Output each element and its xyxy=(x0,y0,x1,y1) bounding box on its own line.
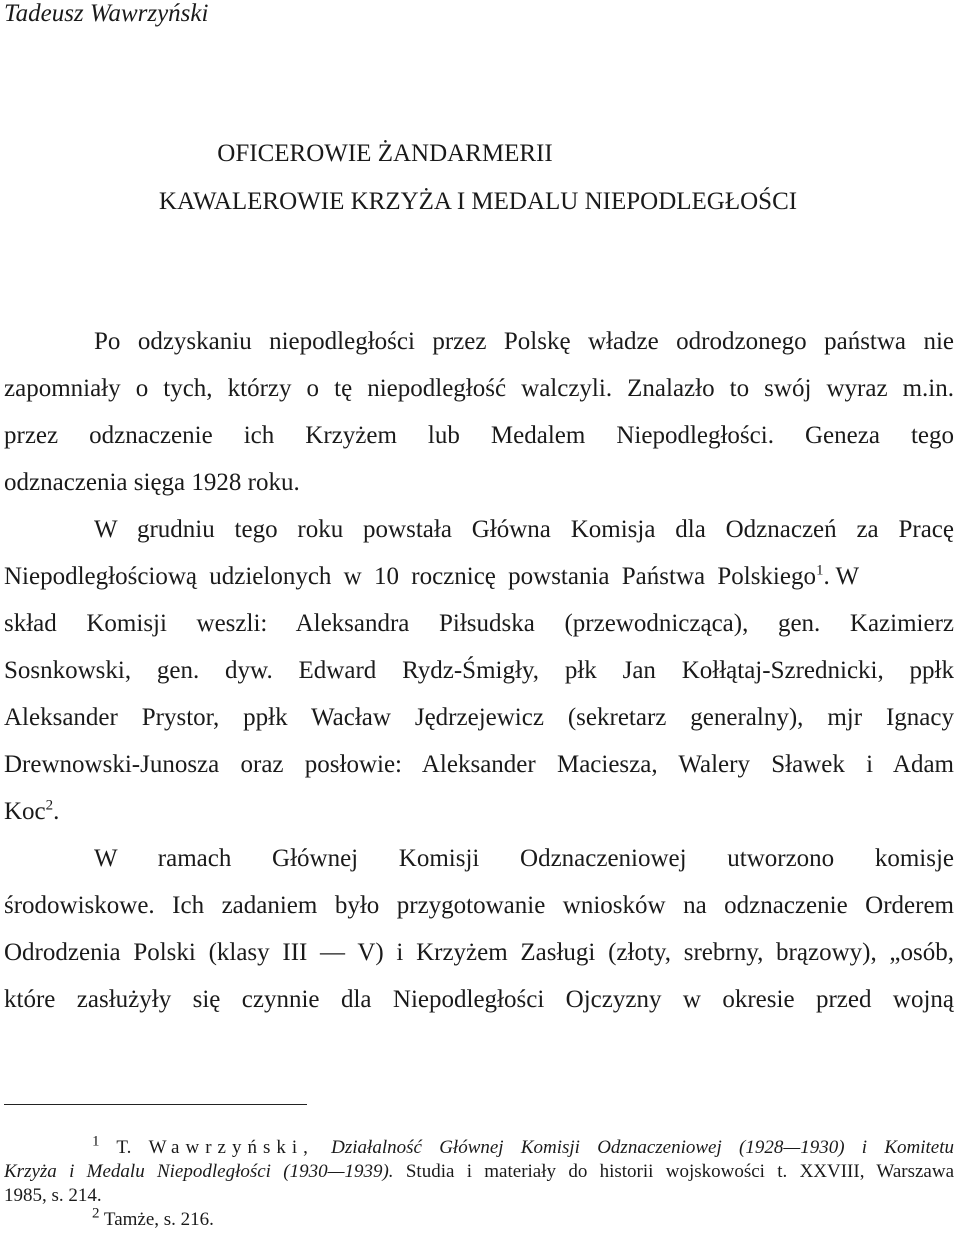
body-line: Sosnkowski, gen. dyw. Edward Rydz-Śmigły, płk Jan Kołłątaj-Szrednicki, ppłk xyxy=(4,657,954,684)
body-line: odznaczenia sięga 1928 roku. xyxy=(4,469,300,496)
footnote-1-title-a: Działalność Głównej Komisji Odznaczeniowej (1928—1930) i Komitetu xyxy=(331,1137,954,1158)
footnote-1-line-3: 1985, s. 214. xyxy=(4,1185,102,1206)
body-line xyxy=(4,562,954,592)
title-line-2: KAWALEROWIE KRZYŻA I MEDALU NIEPODLEGŁOŚCI xyxy=(158,188,798,215)
body-text-span: . W xyxy=(823,563,860,590)
footnote-2-number: 2 xyxy=(92,1205,100,1222)
body-line: przez odznaczenie ich Krzyżem lub Medalem Niepodległości. Geneza tego xyxy=(4,422,954,449)
footnote-1-author: Wawrzyński, xyxy=(148,1137,314,1158)
body-line: Aleksander Prystor, ppłk Wacław Jędrzejewicz (sekretarz generalny), mjr Ignacy xyxy=(4,704,954,731)
body-line: środowiskowe. Ich zadaniem było przygotowanie wniosków na odznaczenie Orderem xyxy=(4,892,954,919)
footnote-1-rest-a: Studia i materiały do historii wojskowości t. XXVIII, Warszawa xyxy=(405,1161,954,1182)
body-text-span: Koc xyxy=(4,798,46,825)
body-line: W grudniu tego roku powstała Główna Komisja dla Odznaczeń za Pracę xyxy=(94,516,954,543)
author-name: Tadeusz Wawrzyński xyxy=(4,0,209,27)
body-line: które zasłużyły się czynnie dla Niepodległości Ojczyzny w okresie przed wojną xyxy=(4,986,954,1013)
footnote-1-line-1 xyxy=(92,1136,954,1159)
body-line: Odrodzenia Polski (klasy III — V) i Krzyżem Zasługi (złoty, srebrny, brązowy), „osób, xyxy=(4,939,954,966)
body-line: zapomniały o tych, którzy o tę niepodległość walczyli. Znalazło to swój wyraz m.in. xyxy=(4,375,954,402)
body-line: skład Komisji weszli: Aleksandra Piłsudska (przewodnicząca), gen. Kazimierz xyxy=(4,610,954,637)
body-line: Po odzyskaniu niepodległości przez Polskę władze odrodzonego państwa nie xyxy=(94,328,954,355)
footnote-1-number: 1 xyxy=(92,1136,100,1150)
footnote-1-initial: T. xyxy=(116,1137,132,1158)
footnote-ref-1[interactable]: 1 xyxy=(815,562,824,579)
body-text-span: Niepodległościową udzielonych w 10 rocznicę powstania Państwa Polskiego xyxy=(4,563,816,590)
footnote-2 xyxy=(92,1205,960,1231)
body-line: Drewnowski-Junosza oraz posłowie: Aleksander Maciesza, Walery Sławek i Adam xyxy=(4,751,954,778)
footnote-divider xyxy=(4,1104,307,1105)
footnote-1-title-b: Krzyża i Medalu Niepodległości (1930—1939). xyxy=(4,1161,394,1182)
body-text-span: . xyxy=(53,798,60,825)
footnote-2-text: Tamże, s. 216. xyxy=(103,1209,214,1230)
body-line: W ramach Głównej Komisji Odznaczeniowej utworzono komisje xyxy=(94,845,954,872)
body-line xyxy=(4,797,954,827)
footnote-1-line-2 xyxy=(4,1160,954,1183)
footnote-ref-2[interactable]: 2 xyxy=(45,797,54,814)
title-line-1: OFICEROWIE ŻANDARMERII xyxy=(217,140,553,167)
